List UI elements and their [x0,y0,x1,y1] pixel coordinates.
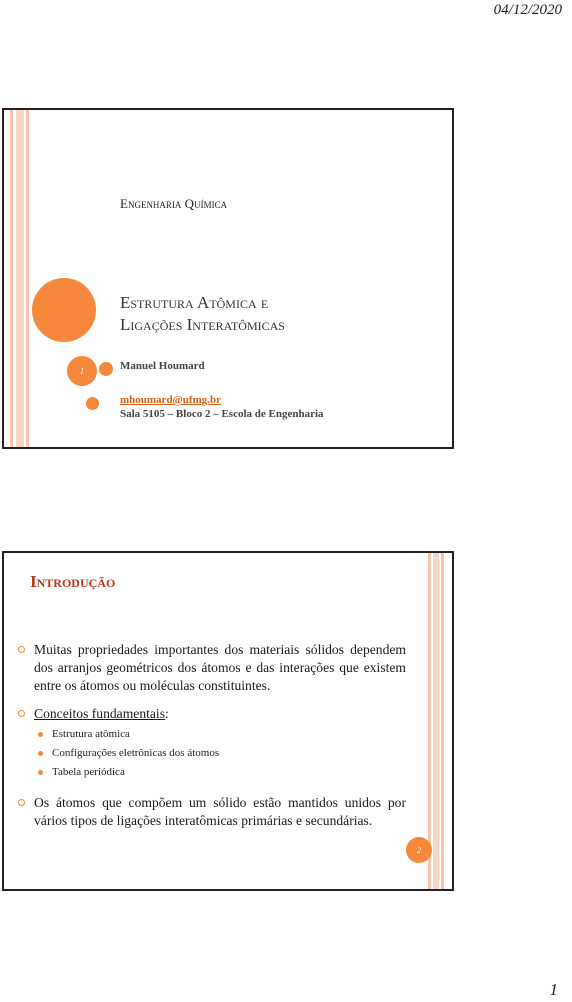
slide-title: Introdução [30,572,116,591]
decorative-stripe [433,553,439,889]
decorative-circle [32,278,96,342]
author-room: Sala 5105 – Bloco 2 – Escola de Engenharia [120,408,324,420]
bullet-item [18,641,406,695]
slide-number: 1 [79,366,85,376]
bullet-text: Muitas propriedades importantes dos materiais sólidos dependem dos arranjos geométricos dos átomos e das interações que existem entre os átomos ou moléculas constituintes. [34,642,406,693]
author-name: Manuel Houmard [120,360,205,372]
decorative-circle [86,397,99,410]
slide-title [120,292,285,336]
sub-item-text: Configurações eletrônicas dos átomos [52,747,220,759]
bullet-heading-colon: : [165,706,169,721]
dot-bullet-icon [38,770,43,775]
slide-number-badge [67,356,97,386]
sub-list-item [38,725,406,744]
slide-title-line-1: Estrutura Atômica e [120,293,269,312]
slide-number-badge [406,837,432,863]
slide-2 [2,551,454,891]
ring-bullet-icon [18,799,25,806]
sub-item-text: Tabela periódica [52,766,125,778]
course-subtitle: Engenharia Química [120,196,228,211]
decorative-stripe [26,110,29,447]
page-number: 1 [549,980,558,999]
decorative-stripe [10,110,13,447]
bullet-item [18,705,406,723]
print-date: 04/12/2020 [493,2,562,18]
ring-bullet-icon [18,710,25,717]
slide-body [18,641,406,840]
bullet-item [18,794,406,830]
sub-item-text: Estrutura atômica [52,728,130,740]
bullet-text: Os átomos que compõem um sólido estão mantidos unidos por vários tipos de ligações interatômicas primárias e secundárias. [34,795,406,828]
author-email-link[interactable]: mhoumard@ufmg.br [120,394,221,406]
decorative-circle [99,362,113,376]
sub-list-item [38,744,406,763]
decorative-stripe [441,553,444,889]
decorative-stripe [428,553,431,889]
slide-1 [2,108,454,449]
sub-list [38,725,406,782]
slide-title-line-2: Ligações Interatômicas [120,315,285,334]
bullet-heading: Conceitos fundamentais [34,706,165,721]
dot-bullet-icon [38,751,43,756]
dot-bullet-icon [38,732,43,737]
decorative-stripe [16,110,24,447]
sub-list-item [38,763,406,782]
ring-bullet-icon [18,646,25,653]
slide-number: 2 [417,845,421,855]
